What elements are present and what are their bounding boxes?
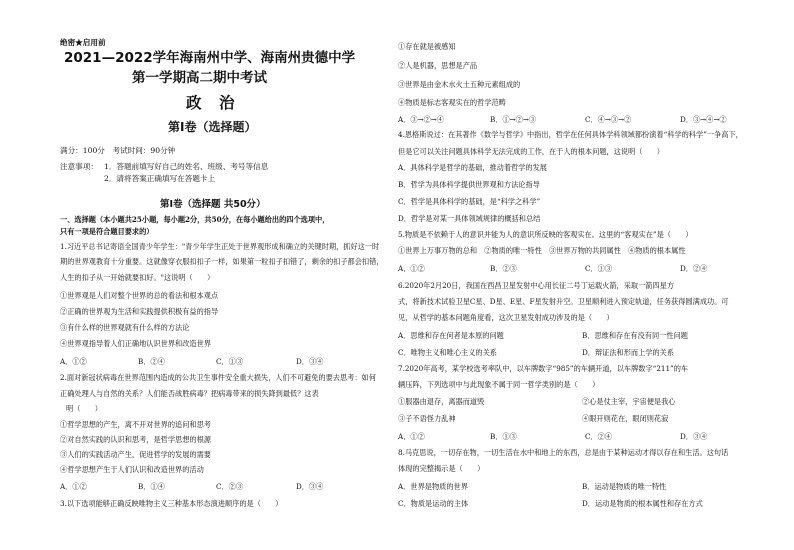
- answer-choice: C．①③: [585, 264, 613, 273]
- question-text: 期的世界观教育十分重要。这就像穿衣服扣扣子一样，如果第一粒扣子扣错了，剩余的扣子都会扣错，: [60, 257, 384, 266]
- section-intro: 一、选择题（本小题共25小题，每小题2分，共50分，在每小题给出的四个选项中，: [60, 215, 330, 224]
- option-statement: ④世界观指导着人们正确地认识世界和改造世界: [60, 339, 211, 348]
- question-text: 7.2020年高考，某学校选考率队中，以车牌数字“985”的车辆开道，以车牌数字“211”的车: [398, 364, 689, 373]
- subject-title: 政 治: [186, 94, 236, 112]
- answer-choice: D．③→④→②: [680, 115, 727, 124]
- question-text: 明（ ）: [66, 404, 102, 413]
- question-text: 体现的完整揭示是（ ）: [398, 464, 485, 473]
- option-statement: ②正确的世界观为生活和实践提供积极有益的指导: [60, 307, 219, 316]
- question-text: 式，将新技术试验卫星C星、D星、E星、F星发射升空。卫星顺利进入预定轨道，任务获得圆满成功。可: [398, 297, 729, 306]
- option-statement: ①存在就是被感知: [398, 42, 456, 51]
- question-text: 1.习近平总书记寄语全国青少年学生："青少年学生正处于世界观形成和确立的关键时期，抓好这一时: [60, 242, 380, 251]
- question-text: 8.马克思说，一切存在物，一切生活在水中和地上的东西，总是由于某种运动才得以存在和生活。这句话: [398, 448, 729, 457]
- option-statement: ④哲学思想产生于人们认识和改造世界的活动: [60, 465, 204, 474]
- option-statement: ④眼开则花在，眼闭则花寂: [582, 414, 669, 423]
- answer-choice: D．③④: [680, 432, 708, 441]
- confidential-label: 绝密★启用前: [60, 38, 106, 47]
- option-statement: ①哲学思想的产生，离不开对世界的追问和思考: [60, 420, 211, 429]
- answer-choice: C．②③: [216, 482, 244, 491]
- option-statement: ②人是机器，思想是产品: [398, 61, 478, 70]
- exam-title-line2: 第一学期高二期中考试: [132, 70, 267, 86]
- option-statement: ③世界是由金木水火土五种元素组成的: [398, 80, 521, 89]
- option-statement: ④物质是标志客观实在的哲学范畴: [398, 98, 506, 107]
- answer-choice: C．哲学是具体科学的基础，是“科学之科学”: [398, 197, 541, 206]
- option-statement: ②对自然实践的认识和思考，是哲学思想的根源: [60, 435, 211, 444]
- answer-choice: B．①③: [490, 432, 517, 441]
- answer-choice: D．辩证法和形而上学的关系: [582, 348, 675, 357]
- answer-choice: A．①②: [60, 482, 87, 491]
- answer-choice: D．运动是物质的根本属性和存在方式: [582, 499, 703, 508]
- answer-choice: D．②④: [680, 264, 708, 273]
- question-text: 6.2020年2月20日，我国在西昌卫星发射中心用长征二号丁运载火箭，采取一箭四星方: [398, 281, 675, 290]
- score-time: 满分：100分 考试时间：90分钟: [60, 146, 176, 155]
- question-text: 见，从哲学的基本问题角度看，这次卫星发射成功涉及的是（ ）: [398, 313, 614, 322]
- answer-choice: B．运动是物质的唯一特性: [582, 482, 667, 491]
- answer-choice: C．唯物主义和唯心主义的关系: [398, 348, 497, 357]
- question-text: 辆压阵，下列选项中与此现象不属于同一哲学类别的是（ ）: [398, 380, 600, 389]
- notice-item: 2．请将答案正确填写在答题卡上: [104, 174, 216, 183]
- notice-label: 注意事项：: [60, 162, 98, 171]
- answer-choice: C．②④: [585, 432, 613, 441]
- answer-choice: D．③④: [296, 357, 324, 366]
- answer-choice: D．③④: [296, 482, 324, 491]
- question-text: 3.以下选项能够正确反映唯物主义三种基本形态演进顺序的是（ ）: [60, 499, 283, 508]
- answer-choice: B．②④: [138, 357, 165, 366]
- answer-choice: C．④→③→②: [585, 115, 632, 124]
- answer-choice: A．①②: [398, 432, 425, 441]
- option-statement: ②心是仗主宰，宇宙便是我心: [582, 397, 676, 406]
- option-statement: ①服器由退存，离器而道毁: [398, 397, 485, 406]
- question-text: 5.物质是不依赖于人的意识并能为人的意识所反映的客观实在。这里的“客观实在”是（ ）: [398, 230, 693, 239]
- answer-choice: B．②③: [490, 264, 517, 273]
- question-text: 4.恩格斯说过：在其著作《数学与哲学》中指出，哲学在任何具体学科领域都扮演着“科学的科学”一争高下，: [398, 130, 743, 139]
- option-statement: ①世界上万事万物的总和 ②物质的唯一特性 ③世界万物的共同属性 ④物质的根本属性: [398, 246, 686, 255]
- part1-heading: 第Ⅰ卷（选择题）: [168, 120, 257, 134]
- answer-choice: B．思维和存在有没有同一性问题: [582, 331, 688, 340]
- question-text: 人生的扣子从一开始就要扣好。"这说明（ ）: [60, 273, 215, 282]
- answer-choice: A．①②: [398, 264, 425, 273]
- answer-choice: B．①④: [138, 482, 165, 491]
- answer-choice: B．哲学为具体科学提供世界观和方法论指导: [398, 180, 540, 189]
- option-statement: ③有什么样的世界观就有什么样的方法论: [60, 323, 190, 332]
- question-text: 2.面对新冠状病毒在世界范围内造成的公共卫生事件安全重大损失，人们不可避免的要去思考：如何: [60, 373, 376, 382]
- answer-choice: A．世界是物质的世界: [398, 482, 468, 491]
- option-statement: ①世界观是人们对整个世界的总的看法和根本观点: [60, 291, 219, 300]
- answer-choice: C．①③: [216, 357, 244, 366]
- section-intro: 只有一项是符合题目要求的）: [60, 227, 154, 236]
- question-text: 但是它可以关注问题具体科学无法完成的工作，在于人的根本问题，这说明（ ）: [398, 147, 664, 156]
- answer-choice: A．具体科学是哲学的基础，推动着哲学的发展: [398, 163, 547, 172]
- answer-choice: C．物质是运动的主体: [398, 499, 469, 508]
- question-text: 正确处理人与自然的关系？人们能否战胜病毒？把病毒带来的损失降到最低？这表: [60, 389, 319, 398]
- option-statement: ③子不语怪力乱神: [398, 414, 456, 423]
- answer-choice: B．①→②→③: [490, 115, 537, 124]
- answer-choice: D．哲学是对某一具体领域规律的概括和总结: [398, 214, 541, 223]
- answer-choice: A．③→②→④: [398, 115, 444, 124]
- notice-item: 1．答题前填写好自己的姓名、班级、考号等信息: [104, 162, 269, 171]
- exam-title-line1: 2021—2022学年海南州中学、海南州贵德中学: [64, 50, 356, 66]
- part1-subheading: 第Ⅰ卷（选择题 共50分）: [160, 199, 266, 210]
- answer-choice: A．①②: [60, 357, 87, 366]
- option-statement: ③人们的实践活动产生，促进哲学的发展的需要: [60, 450, 211, 459]
- answer-choice: A．思维和存在何者是本原的问题: [398, 331, 504, 340]
